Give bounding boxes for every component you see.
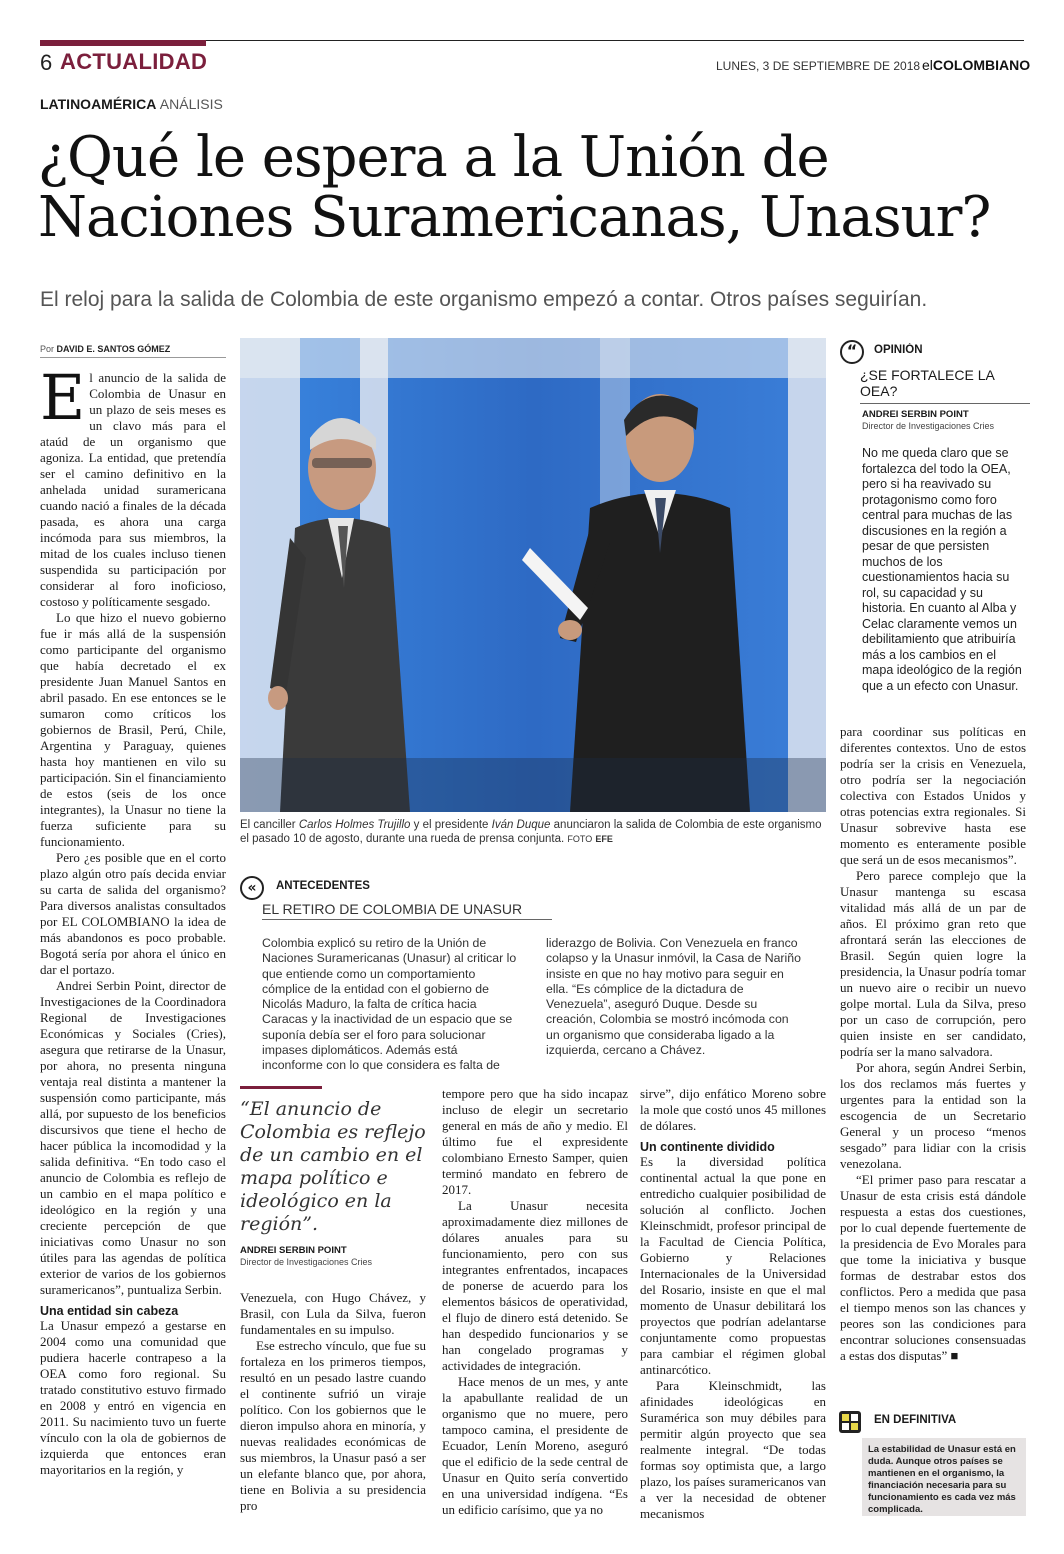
headline: ¿Qué le espera a la Unión de Naciones Suramericanas, Unasur? — [38, 125, 991, 251]
drop-cap: E — [40, 361, 86, 434]
opinion-body: No me queda claro que se fortalezca del todo la OEA, pero si ha reavivado su protagonismo como foro central para muchas de las discusiones en la región a pesar de que persisten muchos de los cuestionamientos hacia su rol, su capacidad y su historia. En cuanto al Alba y Celac claramente vemos un debilitamiento que atribuiría más a los cambios en el mapa ideológico de la región que a un efecto con Unasur. — [862, 446, 1022, 693]
caption-name: Carlos Holmes Trujillo — [298, 819, 411, 831]
paragraph: tempore pero que ha sido incapaz incluso de elegir un secretario general en más de año y medio. El último fue el expresidente colombiano Ernesto Samper, quien terminó mandato en febrero de 2017. — [442, 1086, 628, 1197]
paragraph: Andrei Serbin Point, director de Investigaciones de la Coordinadora Regional de Investigaciones Económicas y Sociales (Cries), asegura que retirarse de la Unasur, por ahora, no presenta ninguna ventaja real distinta a mantener la suspensión como participante, más allá, por supuesto de los beneficios discursivos que tiene el hecho de hacer pública la incomodidad y la salida definitiva. “En todo caso el anuncio de Colombia es reflejo de un cambio en el mapa político e ideológico en la región y una creciente percepción de que iniciativas como Unasur no son útiles para las agendas de política exterior de varios de los gobiernos suramericanos”, puntualiza Serbin. — [40, 978, 226, 1297]
pullquote: “El anuncio de Colombia es reflejo de un cambio en el mapa político e ideológico en la región”. — [240, 1098, 426, 1235]
lead-text: l anuncio de la salida de Colombia de Unasur en un plazo de seis meses es un clavo más para el ataúd de un organismo que agoniza. La entidad, que pretendía ser el camino definitivo en la anhelada unidad suramericana cuando nació a finales de la década pasada, es ahora una carga incómoda para sus miembros, la mitad de los cuales incluso tienen suspendida su participación por considerar al foro inoficioso, costoso y políticamente sesgado. — [40, 370, 226, 609]
page-number: 6 — [40, 50, 53, 75]
byline-author: DAVID E. SANTOS GÓMEZ — [56, 344, 171, 354]
news-photo — [240, 338, 826, 812]
newspaper-brand — [922, 57, 1030, 73]
subheading: Un continente dividido — [640, 1140, 775, 1154]
kicker-sub: ANÁLISIS — [159, 96, 223, 112]
caption-text: y el presidente — [410, 819, 492, 831]
paragraph: Es la diversidad política continental actual la que pone en entredicho cualquier posibilidad de solución al conflicto. Jochen Kleinschmidt, profesor principal de la Facultad de Ciencia Política, Gobierno y Relaciones Internacionales de la Universidad del Rosario, insiste en que el mal momento de Unasur debilitará los proyectos que podrían adelantarse conjuntamente como propuestas para cambiar el régimen global antinarcótico. — [640, 1154, 826, 1377]
kicker-main: LATINOAMÉRICA — [40, 96, 156, 112]
article-column-1 — [40, 361, 226, 1478]
paragraph: Por ahora, según Andrei Serbin, los dos reclamos más fuertes y urgentes para la entidad son la escogencia de un Secretario General y un proceso “menos sesgado” para lidiar con la crisis venezolana. — [840, 1060, 1026, 1171]
antecedentes-label: ANTECEDENTES — [276, 880, 370, 892]
kicker — [40, 96, 223, 112]
caption-text: anunciaron la salida de Colombia de este organismo el pasado 10 de agosto, durante una rueda de prensa conjunta. — [240, 819, 822, 845]
puzzle-icon — [838, 1410, 862, 1434]
issue-date: LUNES, 3 DE SEPTIEMBRE DE 2018 — [716, 59, 921, 73]
paragraph: Para Kleinschmidt, las afinidades ideológicas en Suramérica son muy débiles para permitir algún proyecto que sea realmente integral. “De todas formas soy optimista que, a largo plazo, los países suramericanos van a ver la necesidad de obtener mecanismos — [640, 1378, 826, 1521]
opinion-title: ¿SE FORTALECE LA OEA? — [860, 367, 1030, 404]
pullquote-role: Director de Investigaciones Cries — [240, 1257, 373, 1267]
section-name: ACTUALIDAD — [60, 49, 208, 74]
photo-credit: EFE — [595, 834, 613, 844]
article-column-2 — [240, 1290, 426, 1514]
caption-text: El canciller — [240, 819, 299, 831]
photo-credit-prefix: FOTO — [567, 834, 593, 844]
caption-name: Iván Duque — [491, 819, 551, 831]
photo-caption — [240, 818, 826, 846]
paragraph: La Unasur necesita aproximadamente diez millones de dólares anuales para su funcionamiento, pero con sus integrantes enfrentados, incapaces de ponerse de acuerdo para los elementos básicos de operatividad, el flujo de dinero está detenido. Se han despedido funcionarios y se han congelado programas y actividades de integración. — [442, 1198, 628, 1373]
article-column-4 — [640, 1086, 826, 1522]
paragraph: Venezuela, con Hugo Chávez, y Brasil, con Lula da Silva, fueron fundamentales en su impulso. — [240, 1290, 426, 1337]
pullquote-accent-bar — [240, 1086, 322, 1089]
antecedentes-body: Colombia explicó su retiro de la Unión de Naciones Suramericanas (Unasur) al criticar lo que entiende como un comportamiento cómplice de la entidad con el gobierno de Nicolás Maduro, la falta de crítica hacia Caracas y la inactividad de un espacio que se suponía debía ser el foro para solucionar impases diplomáticos. Además está inconforme con lo que considera es falta de liderazgo de Bolivia. Con Venezuela en franco colapso y la Unasur inmóvil, la Casa de Nariño insiste en que no hay motivo para seguir en ella. “Es cómplice de la dictadura de Venezuela”, aseguró Duque. Desde su creación, Colombia se mostró incómoda con un organismo que consideraba ligado a la izquierda, cercano a Chávez. — [262, 936, 801, 1073]
lead-paragraph — [40, 361, 226, 610]
pullquote-author: ANDREI SERBIN POINT — [240, 1245, 347, 1256]
paragraph: Ese estrecho vínculo, que fue su fortaleza en los primeros tiempos, resultó en un pesado lastre cuando el continente sufrió un viraje político. Con los gobiernos que le dieron impulso ahora en minoría, y nuevas realidades económicas de sus miembros, la Unasur pasó a ser un elefante blanco que, por ahora, tiene en Bolivia a su presidencia pro — [240, 1338, 426, 1513]
antecedentes-title: EL RETIRO DE COLOMBIA DE UNASUR — [262, 901, 552, 920]
paragraph: Pero ¿es posible que en el corto plazo algún otro país decida enviar su carta de salida del organismo? Para diversos analistas consultados por EL COLOMBIANO la idea de más abandonos es poco probable. Bogotá sería por ahora el único en dar el portazo. — [40, 850, 226, 977]
section-accent-bar — [40, 40, 206, 46]
definitiva-box: La estabilidad de Unasur está en duda. Aunque otros países se mantienen en el organismo, la financiación necesaria para su funcionamiento es cada vez más complicada. — [862, 1438, 1026, 1516]
byline-prefix: Por — [40, 344, 55, 354]
paragraph: Pero parece complejo que la Unasur mantenga su escasa vitalidad más allá de un par de años. El próximo gran reto que afrontará serán las elecciones de Brasil. Según quien logre la presidencia, la Unasur podría tomar un nuevo aire o recibir un nuevo golpe mortal. Lula da Silva, preso por un caso de corrupción, pero quien insiste en ser candidato, podría ser la mano salvadora. — [840, 868, 1026, 1059]
article-column-3 — [442, 1086, 628, 1518]
rewind-icon: « — [240, 876, 264, 900]
paragraph: La Unasur empezó a gestarse en 2004 como una comunidad que pudiera hacerle contrapeso a la OEA como foro regional. Su tratado constitutivo estuvo firmado en 2008 y entró en vigencia en 2011. Su nacimiento tuvo un fuerte vínculo con la ola de gobiernos de izquierda que entonces eran mayoritarios en la región, y — [40, 1318, 226, 1477]
definitiva-label: EN DEFINITIVA — [874, 1414, 957, 1426]
opinion-label: OPINIÓN — [874, 344, 923, 356]
paragraph: Lo que hizo el nuevo gobierno fue ir más allá de la suspensión como participante del organismo que había decretado el ex presidente Juan Manuel Santos en abril pasado. En ese entonces se le sumaron como críticos los gobiernos de Brasil, Perú, Chile, Argentina y Paraguay, quienes hasta hoy mantienen en vilo su participación. Sin el financiamiento de estos (seis de los once integrantes), la Unasur no tiene la fuerza suficiente para su funcionamiento. — [40, 610, 226, 849]
byline — [40, 344, 226, 358]
article-column-5 — [840, 724, 1026, 1364]
brand-prefix: el — [922, 57, 933, 73]
opinion-role: Director de Investigaciones Cries — [862, 421, 995, 431]
paragraph: “El primer paso para rescatar a Unasur de esta crisis está dándole respuesta a estas dos cuestiones, por lo cual depende fuertemente de la presidencia de Evo Morales para que tome la iniciativa y busque formas de destrabar estos dos conflictos. Pero a medida que pasa el tiempo menos son las chances y peores son las condiciones para encontrar soluciones consensuadas a estas dos disputas” ■ — [840, 1172, 1026, 1363]
paragraph: para coordinar sus políticas en diferentes contextos. Uno de estos podría ser la crisis en Venezuela, otro podría ser la negociación colectiva con Estados Unidos y otras potencias extra regionales. Si Unasur sobrevive hasta ese momento es enteramente posible que será un de esos mecanismos”. — [840, 724, 1026, 867]
paragraph: Hace menos de un mes, y ante la apabullante realidad de un organismo que no muere, pero tampoco camina, el presidente de Ecuador, Lenín Moreno, aseguró que el edificio de la sede central de Unasur en Quito sería convertido en una universidad indígena. “Es un edificio carísimo, que ya no — [442, 1374, 628, 1517]
opinion-author: ANDREI SERBIN POINT — [862, 409, 969, 420]
paragraph: sirve”, dijo enfático Moreno sobre la mole que costó unos 45 millones de dólares. — [640, 1086, 826, 1133]
subheadline: El reloj para la salida de Colombia de este organismo empezó a contar. Otros países seguirían. — [40, 288, 928, 311]
brand-name: COLOMBIANO — [932, 57, 1031, 73]
quote-icon: “ — [840, 340, 864, 364]
subheading: Una entidad sin cabeza — [40, 1304, 179, 1318]
photo-illustration — [240, 338, 826, 812]
